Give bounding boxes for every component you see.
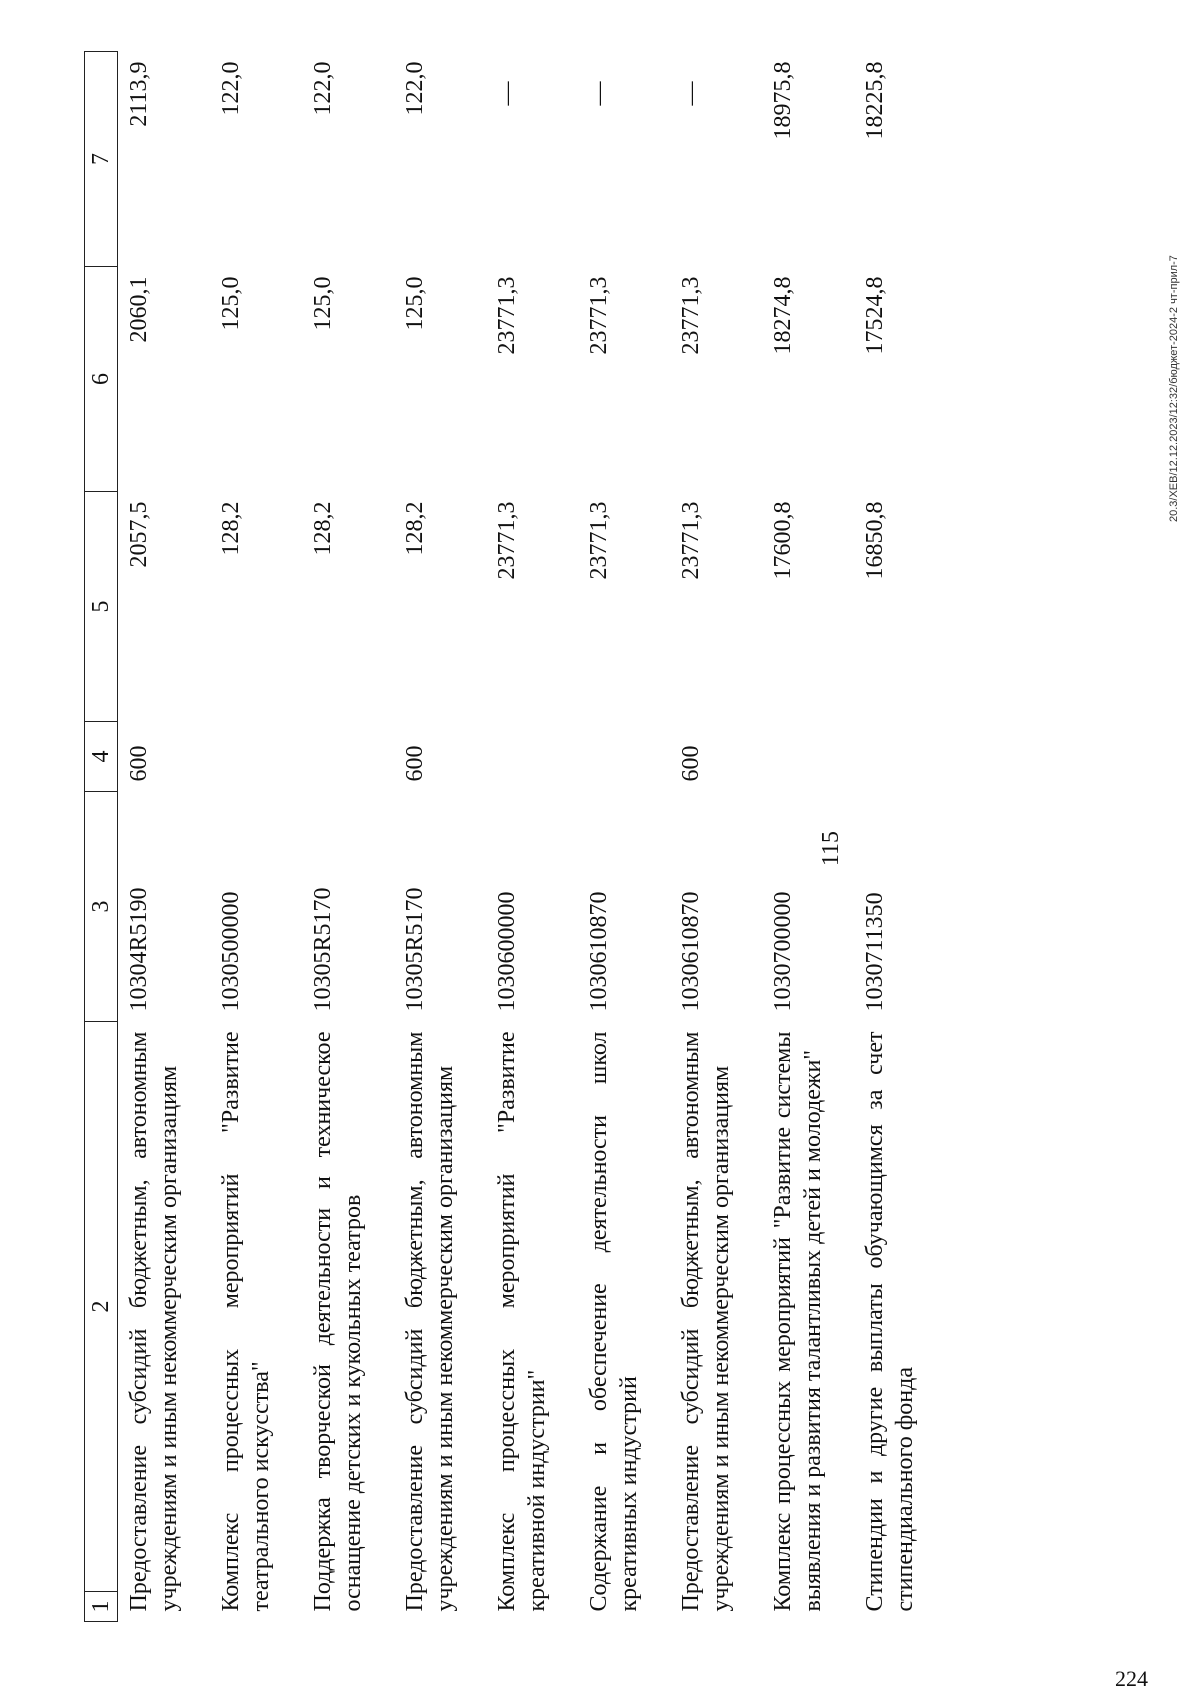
row-value-6: 125,0 — [402, 276, 428, 331]
row-expense-type — [578, 722, 670, 792]
col-header-6: 6 — [85, 267, 118, 492]
table-row — [118, 52, 211, 1622]
row-value-5: 23771,3 — [494, 501, 520, 580]
row-value-7: 2113,9 — [126, 61, 152, 127]
row-expense-type — [486, 722, 578, 792]
row-expense-type — [210, 722, 302, 792]
row-value-6: 23771,3 — [586, 276, 612, 355]
row-code: 1030500000 — [218, 891, 244, 1012]
col-header-1: 1 — [85, 1592, 118, 1622]
row-value-7: 18975,8 — [770, 61, 796, 140]
row-value-6: 23771,3 — [494, 276, 520, 355]
row-code: 10305R5170 — [402, 887, 428, 1012]
row-value-7: 122,0 — [218, 61, 244, 116]
row-expense-type: 600 — [402, 745, 428, 782]
col-header-2: 2 — [85, 1022, 118, 1592]
row-value-5: 128,2 — [310, 501, 336, 556]
row-name: Содержание и обеспечение деятельности школ креативных индустрий — [586, 1031, 642, 1612]
row-value-6: 125,0 — [310, 276, 336, 331]
row-name: Стипендии и другие выплаты обучающимся за счет стипендиального фонда — [862, 1031, 918, 1612]
sheet-number: 224 — [1115, 1666, 1148, 1691]
row-name: Предоставление субсидий бюджетным, автономным учреждениям и иным некоммерческим организациям — [402, 1031, 458, 1612]
row-expense-type: 600 — [678, 745, 704, 782]
row-name: Комплекс процессных мероприятий "Развитие театрального искусства" — [218, 1031, 274, 1612]
row-value-5: 23771,3 — [586, 501, 612, 580]
row-code: 1030600000 — [494, 891, 520, 1012]
row-value-7: — — [586, 81, 612, 106]
row-value-7: — — [494, 81, 520, 106]
row-value-5: 128,2 — [402, 501, 428, 556]
row-name: Поддержка творческой деятельности и техническое оснащение детских и кукольных театров — [310, 1031, 366, 1612]
row-value-5: 23771,3 — [678, 501, 704, 580]
row-value-7: 122,0 — [402, 61, 428, 116]
row-value-5: 17600,8 — [770, 501, 796, 580]
row-value-6: 125,0 — [218, 276, 244, 331]
row-value-5: 128,2 — [218, 501, 244, 556]
row-code: 1030610870 — [586, 891, 612, 1012]
table-row — [394, 52, 486, 1622]
table-row — [578, 52, 670, 1622]
row-code: 1030711350 — [862, 892, 888, 1012]
row-code: 1030700000 — [770, 891, 796, 1012]
row-code: 10304R5190 — [126, 887, 152, 1012]
row-value-5: 2057,5 — [126, 501, 152, 568]
header-row — [85, 52, 118, 1622]
row-value-7: — — [678, 81, 704, 106]
footer-code: 20.3/ХЕВ/12.12.2023/12:32/бюджет-2024-2 чт-прил-7 — [1168, 255, 1180, 522]
row-expense-type — [854, 722, 946, 792]
table-row — [210, 52, 302, 1622]
row-name: Предоставление субсидий бюджетным, автономным учреждениям и иным некоммерческим организациям — [126, 1031, 182, 1612]
row-value-5: 16850,8 — [862, 501, 888, 580]
page-number: 115 — [818, 830, 844, 867]
row-name: Предоставление субсидий бюджетным, автономным учреждениям и иным некоммерческим организациям — [678, 1031, 734, 1612]
col-header-7: 7 — [85, 52, 118, 267]
budget-table — [84, 51, 946, 1622]
row-value-6: 23771,3 — [678, 276, 704, 355]
row-code: 10305R5170 — [310, 887, 336, 1012]
table-row — [302, 52, 394, 1622]
table-row — [670, 52, 762, 1622]
table-row — [486, 52, 578, 1622]
table-row — [854, 52, 946, 1622]
row-expense-type — [762, 722, 854, 792]
row-name: Комплекс процессных мероприятий "Развитие креативной индустрии" — [494, 1031, 550, 1612]
col-header-4: 4 — [85, 722, 118, 792]
row-value-6: 18274,8 — [770, 276, 796, 355]
row-value-7: 122,0 — [310, 61, 336, 116]
row-name: Комплекс процессных мероприятий "Развитие системы выявления и развития талантливых детей и молодежи" — [770, 1031, 826, 1612]
table-row — [762, 52, 854, 1622]
col-header-3: 3 — [85, 792, 118, 1022]
row-code: 1030610870 — [678, 891, 704, 1012]
row-value-7: 18225,8 — [862, 61, 888, 140]
row-expense-type: 600 — [126, 745, 152, 782]
col-header-5: 5 — [85, 492, 118, 722]
row-value-6: 17524,8 — [862, 276, 888, 355]
row-value-6: 2060,1 — [126, 276, 152, 343]
row-expense-type — [302, 722, 394, 792]
